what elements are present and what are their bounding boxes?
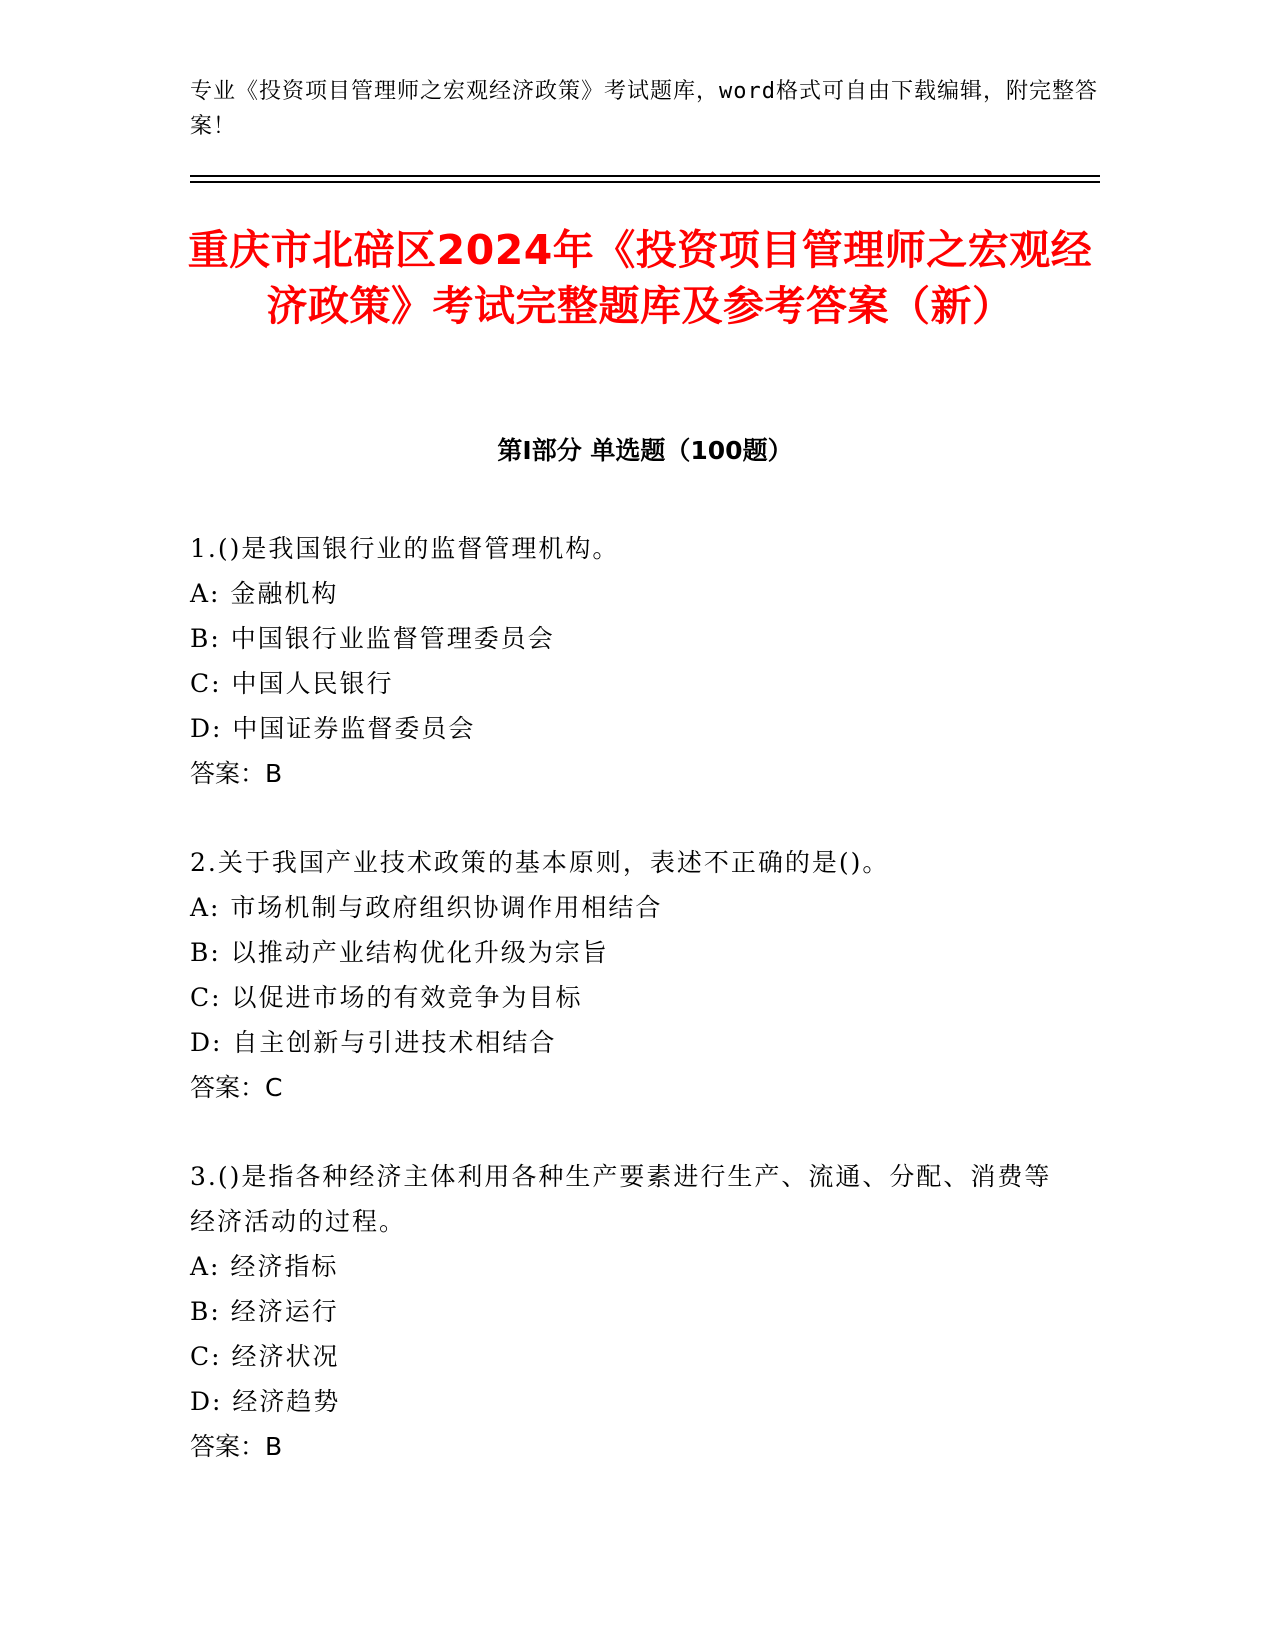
option-a: A: 经济指标 xyxy=(190,1252,339,1281)
option-d: D: 经济趋势 xyxy=(190,1387,341,1416)
answer: 答案：B xyxy=(190,759,283,788)
option-d: D: 自主创新与引进技术相结合 xyxy=(190,1028,557,1057)
option-c: C: 经济状况 xyxy=(190,1342,340,1371)
option-c: C: 以促进市场的有效竞争为目标 xyxy=(190,983,583,1012)
option-a: A: 市场机制与政府组织协调作用相结合 xyxy=(190,893,663,922)
question-stem: 1.()是我国银行业的监督管理机构。 xyxy=(190,534,620,563)
answer: 答案：C xyxy=(190,1073,283,1102)
question-stem: 3.()是指各种经济主体利用各种生产要素进行生产、流通、分配、消费等经济活动的过程。 xyxy=(190,1162,1052,1236)
question-1 xyxy=(190,526,1070,796)
option-c: C: 中国人民银行 xyxy=(190,669,394,698)
option-b: B: 经济运行 xyxy=(190,1297,339,1326)
option-b: B: 以推动产业结构优化升级为宗旨 xyxy=(190,938,609,967)
option-d: D: 中国证券监督委员会 xyxy=(190,714,476,743)
document-title: 重庆市北碚区2024年《投资项目管理师之宏观经济政策》考试完整题库及参考答案（新） xyxy=(187,226,1093,330)
question-list xyxy=(190,526,1070,1513)
option-b: B: 中国银行业监督管理委员会 xyxy=(190,624,555,653)
section-heading: 第I部分 单选题（100题） xyxy=(497,436,793,465)
header-divider-top xyxy=(190,175,1100,177)
question-2 xyxy=(190,840,1070,1110)
intro-text: 专业《投资项目管理师之宏观经济政策》考试题库，word格式可自由下载编辑，附完整答案！ xyxy=(190,79,1098,139)
header-divider-bottom xyxy=(190,181,1100,183)
question-stem: 2.关于我国产业技术政策的基本原则，表述不正确的是()。 xyxy=(190,848,890,877)
answer: 答案：B xyxy=(190,1432,283,1461)
question-3 xyxy=(190,1154,1070,1469)
option-a: A: 金融机构 xyxy=(190,579,339,608)
